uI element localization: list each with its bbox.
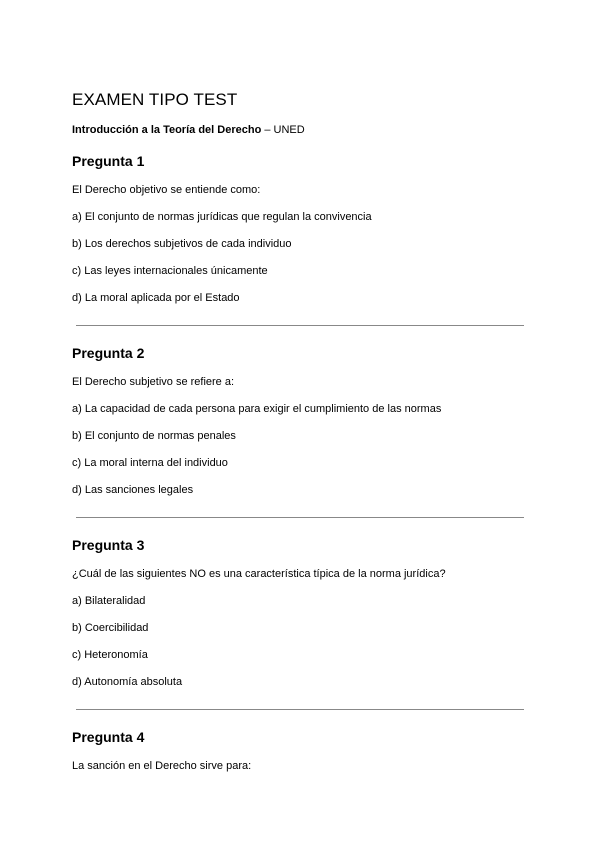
question-heading: Pregunta 1 [72, 153, 145, 169]
answer-option: d) Autonomía absoluta [72, 676, 183, 688]
answer-option: b) Coercibilidad [72, 622, 149, 634]
question-block [72, 151, 528, 306]
subject-institution: – UNED [261, 124, 305, 136]
answer-option: b) Los derechos subjetivos de cada individuo [72, 238, 292, 250]
question-text: El Derecho subjetivo se refiere a: [72, 376, 235, 388]
answer-option: b) El conjunto de normas penales [72, 430, 236, 442]
answer-option: c) Heteronomía [72, 649, 148, 661]
question-text: ¿Cuál de las siguientes NO es una característica típica de la norma jurídica? [72, 568, 446, 580]
answer-option: d) La moral aplicada por el Estado [72, 292, 240, 304]
answer-options [72, 401, 528, 498]
question-block [72, 727, 528, 774]
answer-option: a) La capacidad de cada persona para exigir el cumplimiento de las normas [72, 403, 442, 415]
question-block [72, 343, 528, 498]
document-subtitle [72, 124, 305, 136]
question-separator [76, 517, 524, 518]
subject-name: Introducción a la Teoría del Derecho [72, 124, 262, 136]
question-heading: Pregunta 2 [72, 345, 145, 361]
answer-option: c) Las leyes internacionales únicamente [72, 265, 268, 277]
question-block [72, 535, 528, 690]
question-separator [76, 709, 524, 710]
question-heading: Pregunta 3 [72, 537, 145, 553]
answer-options [72, 209, 528, 306]
question-heading: Pregunta 4 [72, 729, 145, 745]
answer-options [72, 593, 528, 690]
answer-option: c) La moral interna del individuo [72, 457, 228, 469]
answer-option: a) El conjunto de normas jurídicas que regulan la convivencia [72, 211, 372, 223]
question-text: La sanción en el Derecho sirve para: [72, 760, 252, 772]
answer-option: d) Las sanciones legales [72, 484, 194, 496]
document-title: EXAMEN TIPO TEST [72, 90, 238, 109]
question-separator [76, 325, 524, 326]
answer-option: a) Bilateralidad [72, 595, 146, 607]
question-text: El Derecho objetivo se entiende como: [72, 184, 261, 196]
